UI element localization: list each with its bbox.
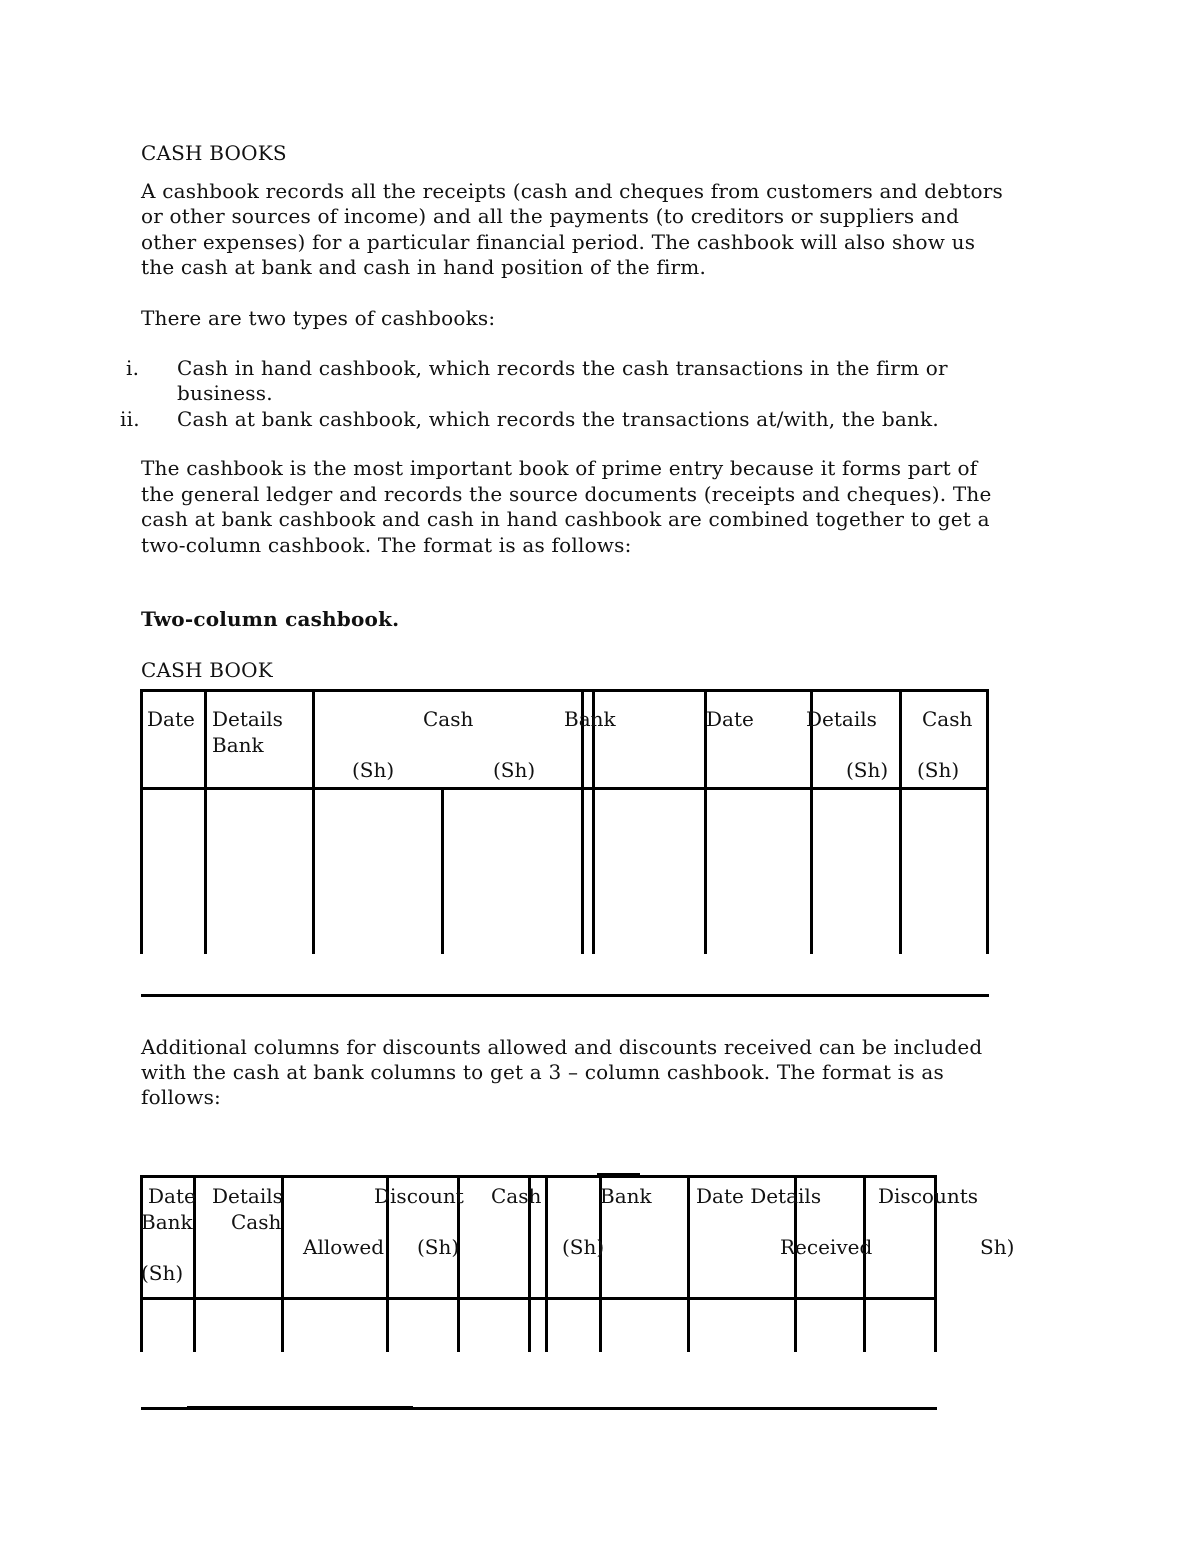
column-header: Allowed	[303, 1235, 385, 1259]
list-item: Cash at bank cashbook, which records the transactions at/with, the bank.	[177, 407, 939, 431]
intro-line: or other sources of income) and all the payments (to creditors or suppliers and	[141, 204, 960, 228]
total-rule	[141, 994, 989, 997]
table-border	[141, 1297, 937, 1300]
column-header: Details	[212, 1184, 283, 1208]
unit-label: (Sh)	[846, 758, 889, 782]
list-item: Cash in hand cashbook, which records the cash transactions in the firm or	[177, 356, 948, 380]
table-border	[141, 787, 989, 790]
list-item: business.	[177, 381, 273, 405]
unit-label: (Sh)	[562, 1235, 605, 1259]
column-header: Details	[806, 707, 877, 731]
column-rule	[687, 1175, 690, 1352]
table-border	[141, 1175, 937, 1178]
additional-line: follows:	[141, 1085, 221, 1109]
importance-line: cash at bank cashbook and cash in hand cashbook are combined together to get a	[141, 507, 990, 531]
list-number: ii.	[120, 407, 140, 431]
intro-line: the cash at bank and cash in hand position of the firm.	[141, 255, 707, 279]
unit-label: (Sh)	[352, 758, 395, 782]
list-number: i.	[126, 356, 140, 380]
intro-line: other expenses) for a particular financial period. The cashbook will also show us	[141, 230, 976, 254]
column-rule	[986, 689, 989, 954]
importance-line: two-column cashbook. The format is as follows:	[141, 533, 632, 557]
column-rule	[545, 1175, 548, 1352]
additional-line: with the cash at bank columns to get a 3 – column cashbook. The format is as	[141, 1060, 944, 1084]
column-header: Date	[148, 1184, 196, 1208]
column-header: Bank	[141, 1210, 193, 1234]
unit-label: Sh)	[980, 1235, 1015, 1259]
unit-label: (Sh)	[493, 758, 536, 782]
table-border	[141, 689, 989, 692]
unit-label: (Sh)	[917, 758, 960, 782]
column-header: Cash	[423, 707, 474, 731]
page-title: CASH BOOKS	[141, 141, 287, 165]
column-header: Date	[706, 707, 754, 731]
column-rule	[140, 689, 143, 954]
table-border	[597, 1173, 640, 1176]
column-header: Cash	[491, 1184, 542, 1208]
column-header: Bank	[564, 707, 616, 731]
additional-line: Additional columns for discounts allowed and discounts received can be included	[141, 1035, 983, 1059]
column-header: Discounts	[878, 1184, 978, 1208]
column-header: Date Details	[696, 1184, 822, 1208]
column-header: Cash	[922, 707, 973, 731]
total-rule	[187, 1406, 413, 1408]
column-rule	[863, 1175, 866, 1352]
column-header: Date	[147, 707, 195, 731]
table-caption: CASH BOOK	[141, 658, 273, 682]
column-header: Received	[780, 1235, 873, 1259]
section-title: Two-column cashbook.	[141, 607, 400, 631]
column-rule	[441, 787, 444, 954]
column-header: Details	[212, 707, 283, 731]
column-header: Discount	[374, 1184, 464, 1208]
intro-line: A cashbook records all the receipts (cash and cheques from customers and debtors	[141, 179, 1004, 203]
unit-label: (Sh)	[141, 1261, 184, 1285]
types-intro: There are two types of cashbooks:	[141, 306, 496, 330]
importance-line: the general ledger and records the source documents (receipts and cheques). The	[141, 482, 992, 506]
column-header: Cash	[231, 1210, 282, 1234]
unit-label: (Sh)	[417, 1235, 460, 1259]
column-header: Bank	[600, 1184, 652, 1208]
column-rule	[204, 689, 207, 954]
column-header: Bank	[212, 733, 264, 757]
column-rule	[312, 689, 315, 954]
importance-line: The cashbook is the most important book of prime entry because it forms part of	[141, 456, 978, 480]
column-rule	[899, 689, 902, 954]
